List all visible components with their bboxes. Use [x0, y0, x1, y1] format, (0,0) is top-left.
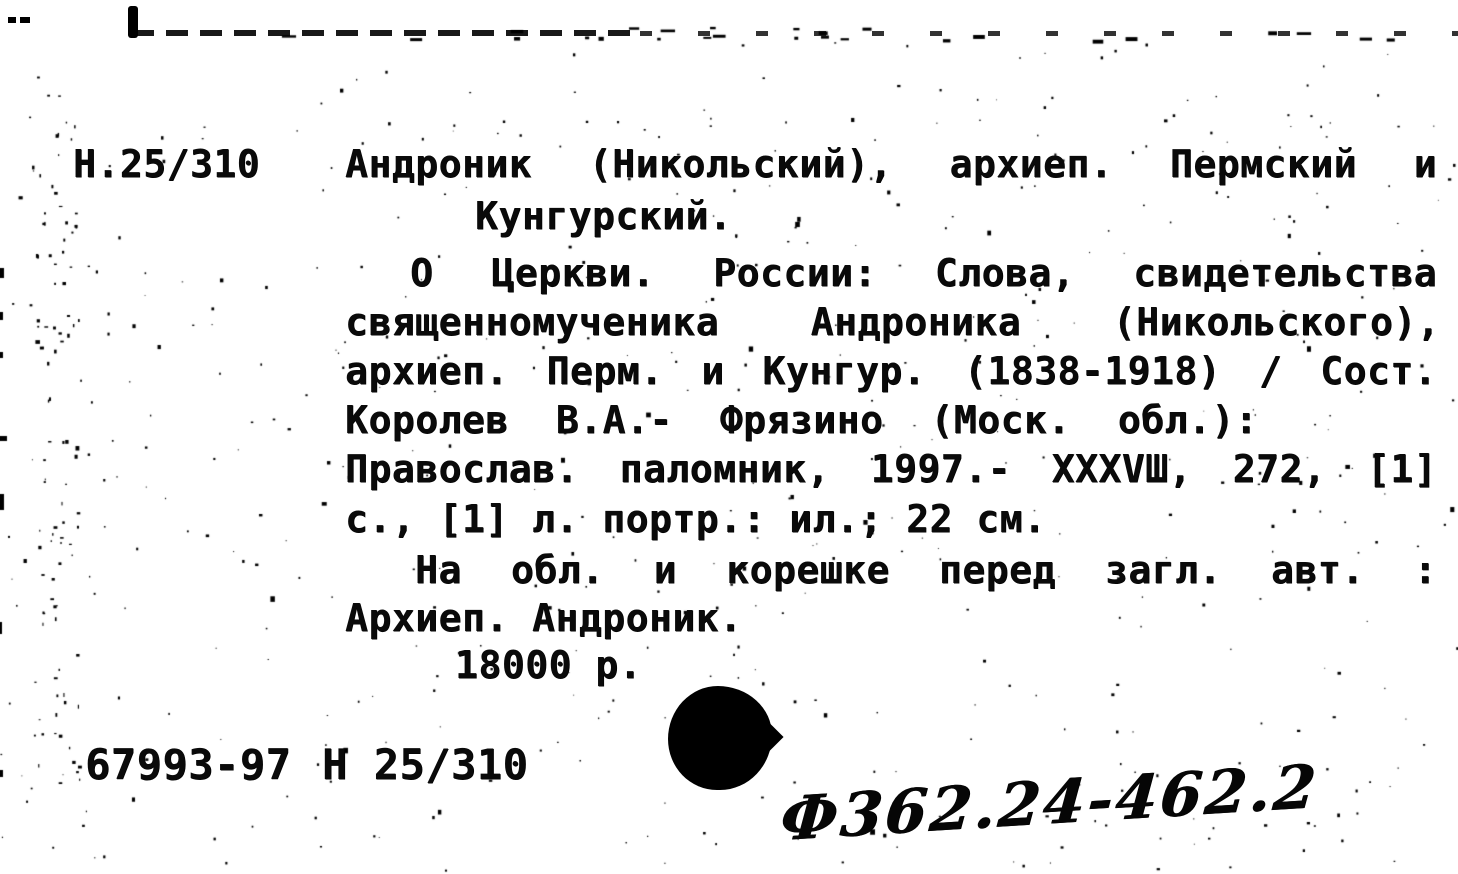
call-number: Н.25/310: [73, 142, 261, 186]
note-line-1: На обл. и корешке перед загл. авт. :: [415, 548, 1437, 592]
scan-edge-mark: [8, 17, 30, 23]
description-line-5: Православ. паломник, 1997.- XXXVШ, 272, [1]: [345, 447, 1437, 491]
accession-number: 67993-97: [85, 740, 292, 789]
author-heading-line-1: Андроник (Никольский), архиеп. Пермский и: [345, 142, 1437, 186]
description-line-6: с., [1] л. портр.: ил.; 22 см.: [345, 497, 1047, 541]
handwritten-classification-code: Ф362.24-462.2: [777, 751, 1321, 856]
description-line-2: священномученика Андроника (Никольского),: [345, 300, 1440, 344]
note-line-2: Архиеп. Андроник.: [345, 596, 743, 640]
shelf-mark: Н 25/310: [322, 740, 529, 789]
price: 18000 р.: [455, 643, 643, 687]
description-line-1: О Церкви. России: Слова, свидетельства: [410, 251, 1437, 295]
scan-top-edge-right: [640, 31, 1458, 36]
description-line-4: Королев В.А.- Фрязино (Моск. обл.):: [345, 398, 1258, 442]
description-line-3: архиеп. Перм. и Кунгур. (1838-1918) / Сост.: [345, 349, 1437, 393]
ink-blot-point: [752, 721, 783, 752]
scan-top-edge-left: [132, 30, 632, 36]
ink-blot: [668, 686, 772, 790]
author-heading-line-2: Кунгурский.: [475, 194, 733, 238]
